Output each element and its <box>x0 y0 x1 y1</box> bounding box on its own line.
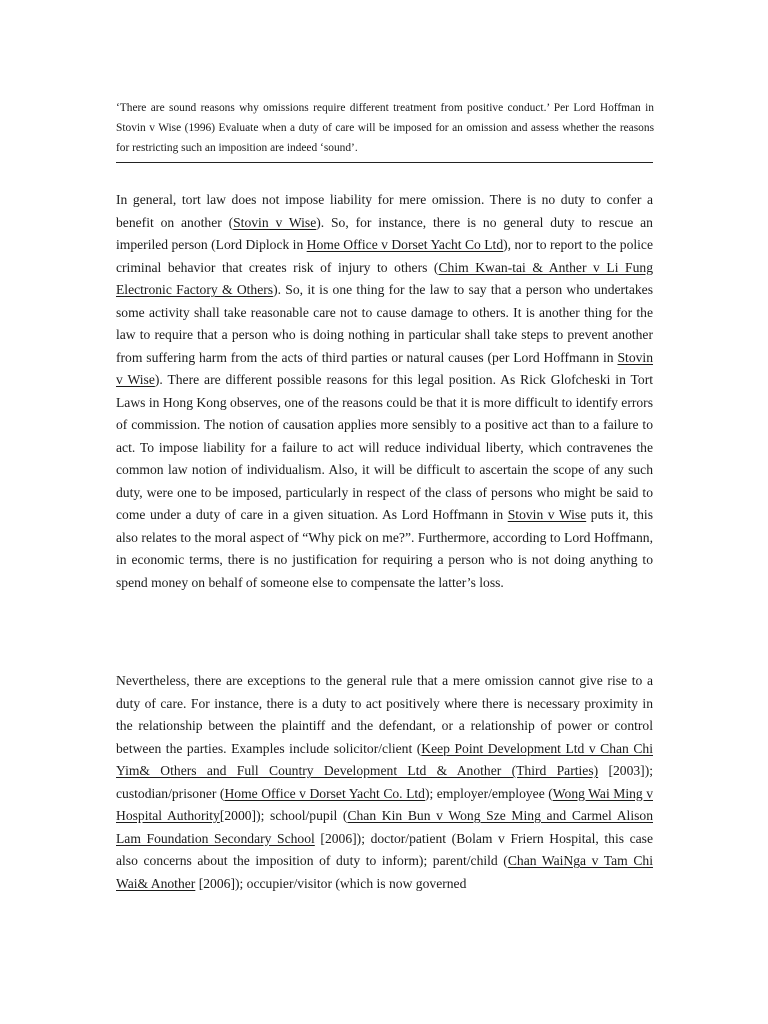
header-divider <box>116 162 653 163</box>
case-citation: Home Office v Dorset Yacht Co. Ltd <box>224 785 425 801</box>
question-text: ‘There are sound reasons why omissions require different treatment from positive conduct.’ Per Lord Hoffman in <box>116 102 654 114</box>
question-text: (1996) Evaluate when a duty of care will be imposed for an omission and assess whether the reasons for restricting such an imposition are indeed ‘sound’. <box>116 122 654 154</box>
paragraph-text: In general, tort law does not impose liability for mere omission. There is no duty to confer a benefit on another ( <box>116 192 653 230</box>
case-citation: Stovin v Wise <box>116 122 182 134</box>
paragraph-text: ); employer/employee ( <box>424 785 553 801</box>
case-citation: Home Office v Dorset Yacht Co Ltd <box>306 237 504 252</box>
paragraph-text: [2000]); school/pupil ( <box>219 808 348 823</box>
case-citation: Chan WaiNga v Tam Chi Wai& Another <box>116 853 653 891</box>
case-citation: Stovin v Wise <box>233 214 317 230</box>
paragraph-text: [2006]); occupier/visitor (which is now governed <box>195 875 467 891</box>
essay-question <box>116 98 654 158</box>
case-citation: Chan Kin Bun v Wong Sze Ming and Carmel Alison Lam Foundation Secondary School <box>116 808 653 846</box>
paragraph-text: puts it, this also relates to the moral aspect of “Why pick on me?”. Furthermore, according to Lord Hoffmann, in economic terms, there is no justification for requiring a person who is not doing anything to spend money on behalf of someone else to compensate the latter’s loss. <box>116 507 653 590</box>
paragraph-text: ), nor to report to the police criminal behavior that creates risk of injury to others ( <box>116 237 653 275</box>
case-citation: Stovin v Wise <box>116 349 653 387</box>
case-citation: Stovin v Wise <box>507 507 587 522</box>
paragraph-text: ). There are different possible reasons for this legal position. As Rick Glofcheski in Tort Laws in Hong Kong observes, one of the reasons could be that it is more difficult to identify errors of commission. The notion of causation applies more sensibly to a positive act than to a failure to act. To impose liability for a failure to act will reduce individual liberty, which contravenes the common law notion of individualism. Also, it will be difficult to ascertain the scope of any such duty, were one to be imposed, particularly in respect of the class of persons who might be said to come under a duty of care in a given situation. As Lord Hoffmann in <box>116 372 654 522</box>
case-citation: Chim Kwan-tai & Anther v Li Fung Electronic Factory & Others <box>116 259 653 297</box>
paragraph-text: Nevertheless, there are exceptions to the general rule that a mere omission cannot give rise to a duty of care. For instance, there is a duty to act positively where there is necessary proximity in the relationship between the plaintiff and the defendant, or a relationship of power or control between the parties. Examples include solicitor/client ( <box>116 673 653 756</box>
paragraph-text: [2003]); custodian/prisoner ( <box>116 763 653 801</box>
case-citation: Keep Point Development Ltd v Chan Chi Yim& Others and Full Country Development Ltd & Another (Third Parties) <box>116 740 653 778</box>
case-citation: Wong Wai Ming v Hospital Authority <box>116 785 653 823</box>
body-paragraph-1 <box>116 189 653 594</box>
body-paragraph-2 <box>116 670 653 895</box>
paragraph-text: ). So, it is one thing for the law to say that a person who undertakes some activity shall take reasonable care not to cause damage to others. It is another thing for the law to require that a person who is doing nothing in particular shall take steps to prevent another from suffering harm from the acts of third parties or natural causes (per Lord Hoffmann in <box>116 282 653 365</box>
paragraph-text: ). So, for instance, there is no general duty to rescue an imperiled person (Lord Diplock in <box>116 214 653 252</box>
paragraph-text: [2006]); doctor/patient (Bolam v Friern Hospital, this case also concerns about the imposition of duty to inform); parent/child ( <box>116 830 654 868</box>
